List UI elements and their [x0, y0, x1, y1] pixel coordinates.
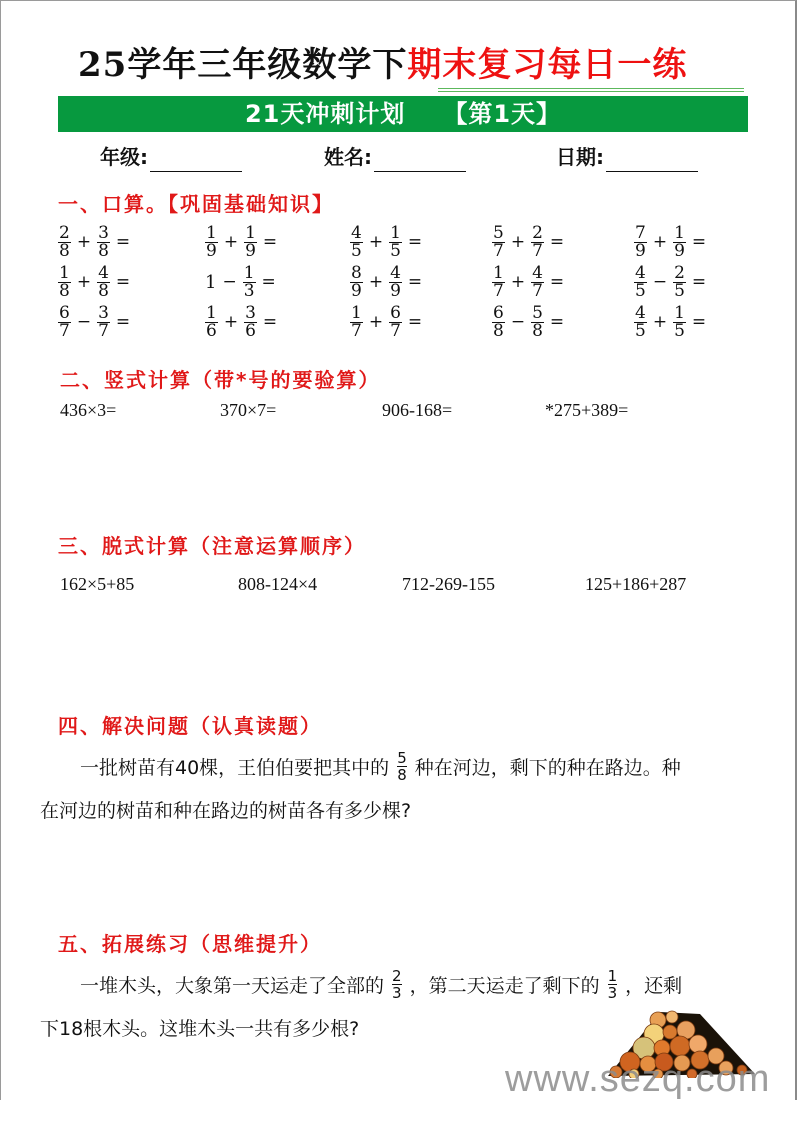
fraction: $\frac{5}{7}$: [493, 222, 504, 261]
date-label: 日期:: [556, 145, 604, 169]
problem5-line2: 下18根木头。这堆木头一共有多少根?: [40, 1018, 360, 1040]
section2-title: 二、竖式计算（带*号的要验算）: [60, 368, 381, 392]
fraction: $\frac{1}{5}$: [390, 222, 401, 261]
equals-sign: =: [407, 232, 423, 252]
vertical-calc-item: 436×3=: [60, 400, 117, 420]
fraction: $\frac{1}{3}$: [243, 262, 255, 301]
name-label: 姓名:: [324, 145, 372, 169]
date-blank[interactable]: [606, 149, 698, 172]
watermark: www.sezq.com: [505, 1058, 771, 1100]
oral-calc-item: [58, 262, 136, 302]
equals-sign: =: [407, 312, 423, 332]
fraction: $\frac{8}{9}$: [351, 262, 362, 301]
plan-banner: [58, 96, 748, 132]
fraction: $\frac{1}{8}$: [59, 262, 70, 301]
problem5-line1: 一堆木头，大象第一天运走了全部的 $\frac{2}{3}$ ，第二天运走了剩下的 $\frac{1}{3}$ ，还剩: [80, 967, 683, 1002]
oral-calc-item: [58, 302, 136, 342]
operator: −: [76, 312, 92, 332]
fraction: $\frac{4}{5}$: [635, 262, 646, 301]
fraction: $\frac{2}{7}$: [532, 222, 543, 261]
banner-day-label: 【第1天】: [443, 100, 562, 128]
equals-sign: =: [691, 312, 707, 332]
equals-sign: =: [262, 312, 278, 332]
equals-sign: =: [115, 232, 131, 252]
problem4-line1: 一批树苗有40棵，王伯伯要把其中的 $\frac{5}{8}$ 种在河边，剩下的种在路边。种: [80, 749, 681, 784]
fraction: $\frac{1}{7}$: [493, 262, 504, 301]
title-highlight: 期末复习每日一练: [407, 45, 688, 85]
whole-number: 1: [205, 271, 217, 293]
title-double-underline: [438, 88, 744, 92]
equals-sign: =: [115, 272, 131, 292]
vertical-calc-item: 370×7=: [220, 400, 277, 420]
fraction: $\frac{1}{7}$: [351, 302, 362, 341]
equals-sign: =: [549, 312, 565, 332]
oral-calc-item: [205, 302, 283, 342]
oral-calc-item: [634, 302, 712, 342]
fraction: $\frac{7}{9}$: [635, 222, 646, 261]
equals-sign: =: [407, 272, 423, 292]
oral-calc-item: [350, 302, 428, 342]
step-calc-item: 712-269-155: [402, 574, 495, 594]
oral-calc-item: [492, 222, 570, 262]
section4-title: 四、解决问题（认真读题）: [58, 714, 322, 738]
operator: +: [368, 232, 384, 252]
fraction: $\frac{6}{8}$: [493, 302, 504, 341]
equals-sign: =: [262, 232, 278, 252]
oral-calc-item: [634, 222, 712, 262]
operator: +: [223, 312, 239, 332]
title-main: 25学年三年级数学下: [78, 45, 408, 85]
fraction: $\frac{1}{9}$: [245, 222, 256, 261]
oral-calc-item: [58, 222, 136, 262]
equals-sign: =: [261, 272, 276, 292]
step-calc-item: 162×5+85: [60, 574, 135, 594]
fraction: $\frac{4}{7}$: [532, 262, 543, 301]
vertical-calc-item: *275+389=: [545, 400, 629, 420]
equals-sign: =: [691, 232, 707, 252]
fraction: $\frac{2}{3}$: [392, 967, 402, 1002]
operator: +: [76, 272, 92, 292]
operator: −: [222, 272, 237, 292]
fraction: $\frac{5}{8}$: [397, 749, 407, 784]
fraction: $\frac{1}{9}$: [674, 222, 685, 261]
name-field[interactable]: [324, 142, 466, 172]
equals-sign: =: [549, 232, 565, 252]
vertical-calc-item: 906-168=: [382, 400, 453, 420]
oral-calc-item: [205, 222, 283, 262]
operator: +: [223, 232, 239, 252]
operator: +: [510, 272, 526, 292]
oral-calc-item: [492, 302, 570, 342]
equals-sign: =: [115, 312, 131, 332]
fraction: $\frac{1}{6}$: [206, 302, 217, 341]
operator: +: [510, 232, 526, 252]
oral-calc-item: [492, 262, 570, 302]
fraction: $\frac{3}{7}$: [98, 302, 109, 341]
fraction: $\frac{6}{7}$: [59, 302, 70, 341]
date-field[interactable]: [556, 142, 698, 172]
fraction: $\frac{6}{7}$: [390, 302, 401, 341]
oral-calc-item: [205, 262, 282, 302]
fraction: $\frac{2}{8}$: [59, 222, 70, 261]
grade-blank[interactable]: [150, 149, 242, 172]
fraction: $\frac{3}{6}$: [245, 302, 256, 341]
fraction: $\frac{2}{5}$: [674, 262, 685, 301]
fraction: $\frac{1}{3}$: [607, 967, 618, 1002]
operator: +: [652, 232, 668, 252]
equals-sign: =: [691, 272, 707, 292]
oral-calc-item: [634, 262, 712, 302]
step-calc-item: 808-124×4: [238, 574, 318, 594]
section1-title: 一、口算。【巩固基础知识】: [58, 192, 334, 216]
fraction: $\frac{3}{8}$: [98, 222, 109, 261]
section3-title: 三、脱式计算（注意运算顺序）: [58, 534, 366, 558]
banner-plan-label: 21天冲刺计划: [244, 100, 406, 128]
operator: +: [76, 232, 92, 252]
worksheet-title: [78, 40, 687, 90]
oral-calc-item: [350, 262, 428, 302]
operator: −: [510, 312, 526, 332]
problem4-line2: 在河边的树苗和种在路边的树苗各有多少棵?: [40, 800, 412, 822]
operator: +: [652, 312, 668, 332]
grade-field[interactable]: [100, 142, 242, 172]
name-blank[interactable]: [374, 149, 466, 172]
fraction: $\frac{4}{9}$: [390, 262, 401, 301]
fraction: $\frac{4}{5}$: [351, 222, 362, 261]
section5-title: 五、拓展练习（思维提升）: [58, 932, 322, 956]
fraction: $\frac{4}{5}$: [635, 302, 646, 341]
operator: −: [652, 272, 668, 292]
fraction: $\frac{1}{9}$: [206, 222, 217, 261]
fraction: $\frac{4}{8}$: [98, 262, 109, 301]
oral-calc-item: [350, 222, 428, 262]
operator: +: [368, 312, 384, 332]
fraction: $\frac{5}{8}$: [532, 302, 543, 341]
fraction: $\frac{1}{5}$: [674, 302, 685, 341]
grade-label: 年级:: [100, 145, 148, 169]
operator: +: [368, 272, 384, 292]
step-calc-item: 125+186+287: [585, 574, 687, 594]
equals-sign: =: [549, 272, 565, 292]
